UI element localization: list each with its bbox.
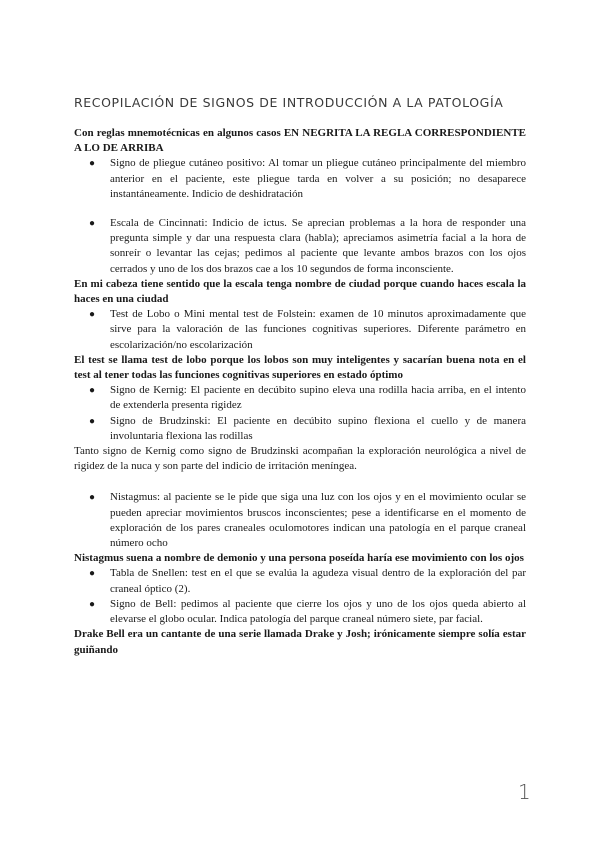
bullet-icon: ● [89, 218, 96, 230]
bullet-icon: ● [89, 568, 96, 580]
bullet-list-5 [74, 566, 526, 627]
bullet-icon: ● [89, 385, 96, 397]
document-title: RECOPILACIÓN DE SIGNOS DE INTRODUCCIÓN A LA PATOLOGÍA [74, 95, 504, 110]
document-body [74, 94, 526, 658]
bullet-icon: ● [89, 158, 96, 170]
mnemonic-rule: El test se llama test de lobo porque los lobos son muy inteligentes y sacarían buena nota en el test al tener todas las funciones cognitivas superiores en estado óptimo [74, 353, 526, 382]
bullet-icon: ● [89, 598, 96, 610]
intro-text: Con reglas mnemotécnicas en algunos casos EN NEGRITA LA REGLA CORRESPONDIENTE A LO DE ARRIBA [74, 127, 526, 155]
page-number: 1 [518, 780, 531, 804]
list-item: ● Test de Lobo o Mini mental test de Folstein: examen de 10 minutos aproximadamente que sirve para la valoración de las funciones cognitivas superiores. Diferente parámetro en escolarización/no escolarización [89, 308, 526, 351]
list-item: ● Tabla de Snellen: test en el que se evalúa la agudeza visual dentro de la exploración del par craneal óptico (2). [89, 567, 526, 595]
list-item: ● Escala de Cincinnati: Indicio de ictus. Se aprecian problemas a la hora de responder una pregunta simple y dar una respuesta clara (habla); apreciamos asimetría facial a la hora de sonreír o levantar las cejas; pedimos al paciente que levante ambos brazos con los ojos cerrados y uno de los dos brazos cae a los 10 segundos de forma inconsciente. [89, 217, 526, 275]
spacer [74, 202, 526, 216]
mnemonic-rule: En mi cabeza tiene sentido que la escala tenga nombre de ciudad porque cuando haces escala la haces en una ciudad [74, 277, 526, 306]
mnemonic-rule: Drake Bell era un cantante de una serie llamada Drake y Josh; irónicamente siempre solía estar guiñando [74, 628, 526, 656]
list-item: ● Signo de Brudzinski: El paciente en decúbito supino flexiona el cuello y de manera involuntaria flexiona las rodillas [89, 414, 526, 442]
mnemonic-rule: Nistagmus suena a nombre de demonio y una persona poseída haría ese movimiento con los ojos [74, 552, 524, 565]
bullet-icon: ● [89, 309, 96, 321]
list-item: ● Signo de pliegue cutáneo positivo: Al tomar un pliegue cutáneo principalmente del miembro anterior en el paciente, este pliegue tarda en volver a su posición; no desaparece instantáneamente. Indicio de deshidratación [89, 157, 526, 200]
bullet-list-1 [74, 156, 526, 276]
list-item: ● Signo de Bell: pedimos al paciente que cierre los ojos y uno de los ojos queda abierto al elevarse el globo ocular. Indica patología del parque craneal número siete, par facial. [89, 597, 526, 626]
bullet-icon: ● [89, 415, 96, 427]
bullet-icon: ● [89, 492, 96, 504]
bullet-list-4 [74, 490, 526, 551]
bullet-list-3 [74, 383, 526, 444]
note-text: Tanto signo de Kernig como signo de Brudzinski acompañan la exploración neurológica a nivel de rigidez de la nuca y son parte del indicio de irritación meníngea. [74, 445, 526, 473]
list-item: ● Signo de Kernig: El paciente en decúbito supino eleva una rodilla hacia arriba, en el intento de extenderla presenta rigidez [89, 384, 526, 412]
bullet-list-2 [74, 307, 526, 353]
spacer [74, 474, 526, 490]
list-item: ● Nistagmus: al paciente se le pide que siga una luz con los ojos y en el movimiento ocular se pueden apreciar movimientos bruscos inconscientes; pese a identificarse en el momento de exploración de los pares craneales oculomotores indican una patología en el parque craneal número ocho [89, 491, 526, 550]
